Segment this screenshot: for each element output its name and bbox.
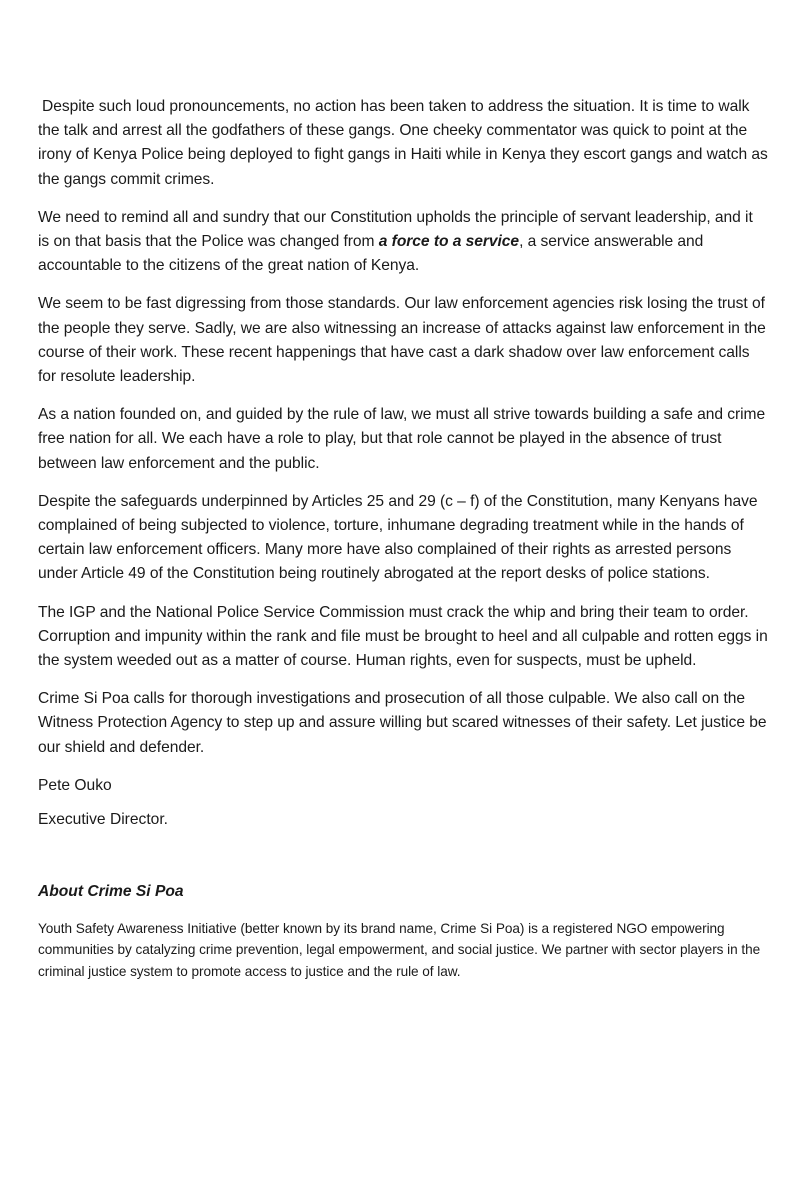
about-heading: About Crime Si Poa	[38, 882, 184, 900]
signature-title: Executive Director.	[38, 810, 168, 828]
paragraph-rule-of-law: As a nation founded on, and guided by the rule of law, we must all strive towards building a safe and crime free nation for all. We each have a role to play, but that role cannot be played in the absence of trust between law enforcement and the public.	[38, 406, 766, 472]
paragraph-servant-leadership-after: , a service answerable and accountable to the citizens of the great nation of Kenya.	[38, 233, 704, 275]
paragraph-safeguards: Despite the safeguards underpinned by Articles 25 and 29 (c – f) of the Constitution, many Kenyans have complained of being subjected to violence, torture, inhumane degrading treatment while in the hands of certain law enforcement officers. Many more have also complained of their rights as arrested persons under Article 49 of the Constitution being routinely abrogated at the report desks of police stations.	[38, 492, 758, 583]
paragraph-standards: We seem to be fast digressing from those standards. Our law enforcement agencies risk losing the trust of the people they serve. Sadly, we are also witnessing an increase of attacks against law enforcement in the course of their work. These recent happenings that have cast a dark shadow over law enforcement calls for resolute leadership.	[38, 295, 766, 386]
paragraph-igp: The IGP and the National Police Service Commission must crack the whip and bring their team to order. Corruption and impunity within the rank and file must be brought to heel and all culpable and rotten eggs in the system weeded out as a matter of course. Human rights, even for suspects, must be upheld.	[38, 603, 768, 670]
paragraph-servant-leadership-before: We need to remind all and sundry that our Constitution upholds the principle of servant leadership, and it is on that basis that the Police was changed from	[38, 208, 753, 251]
about-text: Youth Safety Awareness Initiative (better known by its brand name, Crime Si Poa) is a registered NGO empowering communities by catalyzing crime prevention, legal empowerment, and social justice. We partner with sector players in the criminal justice system to promote access to justice and the rule of law.	[38, 920, 761, 979]
paragraph-investigations: Crime Si Poa calls for thorough investigations and prosecution of all those culpable. We also call on the Witness Protection Agency to step up and assure willing but scared witnesses of their safety. Let justice be our shield and defender.	[38, 690, 767, 756]
document-page	[38, 95, 768, 982]
paragraph-servant-leadership	[38, 206, 768, 279]
paragraph-action: Despite such loud pronouncements, no action has been taken to address the situation. It is time to walk the talk and arrest all the godfathers of these gangs. One cheeky commentator was quick to point at the irony of Kenya Police being deployed to fight gangs in Haiti while in Kenya they escort gangs and watch as the gangs commit crimes.	[38, 98, 768, 188]
emphasis-force-to-service: a force to a service	[378, 233, 520, 251]
signature-name: Pete Ouko	[38, 776, 112, 794]
